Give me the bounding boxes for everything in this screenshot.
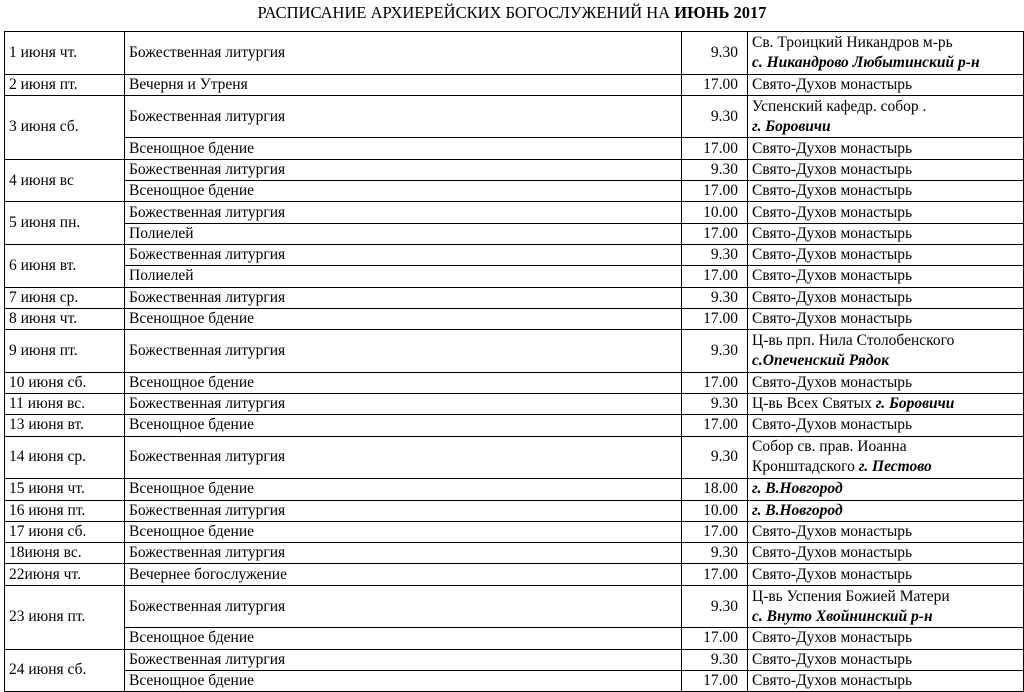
time-cell: 9.30 xyxy=(682,244,748,265)
service-cell: Божественная литургия xyxy=(125,543,682,564)
page-title xyxy=(0,0,1024,28)
table-row xyxy=(5,159,1024,180)
place-cell xyxy=(748,670,1024,691)
place-line xyxy=(752,139,1023,159)
place-name: Свято-Духов монастырь xyxy=(752,160,913,178)
place-cell xyxy=(748,202,1024,223)
table-row xyxy=(5,649,1024,670)
place-locality: с. Никандрово Любытинский р-н xyxy=(752,53,980,71)
place-name: Свято-Духов монастырь xyxy=(752,203,913,221)
date-cell: 16 июня пт. xyxy=(5,500,125,521)
service-cell: Всенощное бдение xyxy=(125,670,682,691)
place-name: Свято-Духов монастырь xyxy=(752,373,913,391)
date-cell: 8 июня чт. xyxy=(5,308,125,329)
time-cell: 9.30 xyxy=(682,287,748,308)
time-cell: 17.00 xyxy=(682,372,748,393)
place-line xyxy=(752,394,1023,414)
time-cell: 17.00 xyxy=(682,670,748,691)
service-cell: Божественная литургия xyxy=(125,585,682,628)
place-line xyxy=(752,437,1023,457)
place-locality: г. Боровичи xyxy=(875,395,955,413)
time-cell: 10.00 xyxy=(682,500,748,521)
place-cell xyxy=(748,500,1024,521)
date-cell: 17 июня сб. xyxy=(5,521,125,542)
time-cell: 9.30 xyxy=(682,394,748,415)
place-line xyxy=(752,607,1023,627)
time-cell: 9.30 xyxy=(682,649,748,670)
place-cell xyxy=(748,372,1024,393)
service-cell: Всенощное бдение xyxy=(125,372,682,393)
place-line xyxy=(752,373,1023,393)
place-cell xyxy=(748,330,1024,373)
place-name: Свято-Духов монастырь xyxy=(752,310,913,327)
time-cell: 17.00 xyxy=(682,564,748,585)
service-cell: Полиелей xyxy=(125,223,682,244)
time-cell: 18.00 xyxy=(682,479,748,500)
place-cell xyxy=(748,479,1024,500)
time-cell: 17.00 xyxy=(682,138,748,159)
place-line xyxy=(752,53,1023,73)
place-name: Ц-вь Успения Божией Матери xyxy=(752,587,950,605)
date-cell: 10 июня сб. xyxy=(5,372,125,393)
date-cell: 5 июня пн. xyxy=(5,202,125,245)
service-cell: Всенощное бдение xyxy=(125,415,682,436)
service-cell: Божественная литургия xyxy=(125,330,682,373)
table-row xyxy=(5,415,1024,436)
table-row xyxy=(5,308,1024,329)
place-locality: с. Внуто Хвойнинский р-н xyxy=(752,607,933,625)
place-line xyxy=(752,75,1023,95)
place-line xyxy=(752,224,1023,244)
place-name: Ц-вь Всех Святых xyxy=(752,395,876,413)
table-row xyxy=(5,585,1024,628)
place-line xyxy=(752,587,1023,607)
service-cell: Божественная литургия xyxy=(125,436,682,479)
place-line xyxy=(752,351,1023,371)
place-locality: г. Боровичи xyxy=(752,117,831,135)
place-line xyxy=(752,565,1023,585)
table-row xyxy=(5,32,1024,75)
place-cell xyxy=(748,181,1024,202)
time-cell: 17.00 xyxy=(682,415,748,436)
table-row xyxy=(5,670,1024,691)
date-cell: 24 июня сб. xyxy=(5,649,125,692)
date-cell: 3 июня сб. xyxy=(5,95,125,159)
table-row xyxy=(5,543,1024,564)
table-row xyxy=(5,500,1024,521)
schedule-table xyxy=(4,31,1024,692)
place-cell xyxy=(748,159,1024,180)
time-cell: 9.30 xyxy=(682,159,748,180)
time-cell: 17.00 xyxy=(682,181,748,202)
place-line xyxy=(752,160,1023,180)
place-locality: с.Опеченский Рядок xyxy=(752,351,890,369)
place-cell xyxy=(748,394,1024,415)
place-cell xyxy=(748,244,1024,265)
place-name: Свято-Духов монастырь xyxy=(752,139,913,157)
date-cell: 22июня чт. xyxy=(5,564,125,585)
place-cell xyxy=(748,649,1024,670)
service-cell: Всенощное бдение xyxy=(125,479,682,500)
date-cell: 2 июня пт. xyxy=(5,74,125,95)
place-name: Кронштадского xyxy=(752,458,859,476)
schedule-body xyxy=(5,32,1024,692)
time-cell: 9.30 xyxy=(682,95,748,138)
service-cell: Божественная литургия xyxy=(125,202,682,223)
service-cell: Полиелей xyxy=(125,266,682,287)
place-name: Успенский кафедр. собор . xyxy=(752,97,927,115)
place-line xyxy=(752,266,1023,286)
place-cell xyxy=(748,521,1024,542)
place-name: Свято-Духов монастырь xyxy=(752,288,913,306)
time-cell: 17.00 xyxy=(682,521,748,542)
time-cell: 9.30 xyxy=(682,585,748,628)
place-cell xyxy=(748,138,1024,159)
service-cell: Божественная литургия xyxy=(125,394,682,415)
time-cell: 9.30 xyxy=(682,330,748,373)
place-name: Свято-Духов монастырь xyxy=(752,522,913,540)
place-name: Свято-Духов монастырь xyxy=(752,416,913,434)
date-cell: 4 июня вс xyxy=(5,159,125,202)
place-name: Свято-Духов монастырь xyxy=(752,565,913,583)
table-row xyxy=(5,287,1024,308)
title-prefix: РАСПИСАНИЕ АРХИЕРЕЙСКИХ БОГОСЛУЖЕНИЙ НА xyxy=(257,3,675,22)
table-row xyxy=(5,74,1024,95)
time-cell: 9.30 xyxy=(682,543,748,564)
table-row xyxy=(5,521,1024,542)
table-row xyxy=(5,628,1024,649)
place-line xyxy=(752,203,1023,223)
service-cell: Божественная литургия xyxy=(125,500,682,521)
place-name: Свято-Духов монастырь xyxy=(752,629,913,647)
date-cell: 18июня вс. xyxy=(5,543,125,564)
place-cell xyxy=(748,543,1024,564)
date-cell: 23 июня пт. xyxy=(5,585,125,649)
place-line xyxy=(752,331,1023,351)
place-line xyxy=(752,628,1023,648)
place-name: Свято-Духов монастырь xyxy=(752,224,913,242)
service-cell: Божественная литургия xyxy=(125,287,682,308)
table-row xyxy=(5,244,1024,265)
date-cell: 11 июня вс. xyxy=(5,394,125,415)
time-cell: 17.00 xyxy=(682,223,748,244)
place-line xyxy=(752,479,1023,499)
service-cell: Всенощное бдение xyxy=(125,521,682,542)
date-cell: 6 июня вт. xyxy=(5,244,125,287)
place-line xyxy=(752,288,1023,308)
time-cell: 17.00 xyxy=(682,628,748,649)
place-name: Св. Троицкий Никандров м-рь xyxy=(752,33,953,51)
table-row xyxy=(5,436,1024,479)
service-cell: Божественная литургия xyxy=(125,95,682,138)
table-row xyxy=(5,202,1024,223)
place-cell xyxy=(748,308,1024,329)
service-cell: Божественная литургия xyxy=(125,649,682,670)
place-line xyxy=(752,415,1023,435)
service-cell: Вечернее богослужение xyxy=(125,564,682,585)
place-cell xyxy=(748,223,1024,244)
place-cell xyxy=(748,95,1024,138)
table-row xyxy=(5,266,1024,287)
place-name: Свято-Духов монастырь xyxy=(752,650,913,668)
date-cell: 9 июня пт. xyxy=(5,330,125,373)
date-cell: 13 июня вт. xyxy=(5,415,125,436)
place-name: Свято-Духов монастырь xyxy=(752,246,913,264)
service-cell: Всенощное бдение xyxy=(125,138,682,159)
place-cell xyxy=(748,415,1024,436)
service-cell: Всенощное бдение xyxy=(125,308,682,329)
table-row xyxy=(5,564,1024,585)
place-name: Свято-Духов монастырь xyxy=(752,672,913,690)
place-cell xyxy=(748,287,1024,308)
place-line xyxy=(752,245,1023,265)
service-cell: Всенощное бдение xyxy=(125,181,682,202)
place-locality: г. В.Новгород xyxy=(752,501,843,519)
place-locality: г. Пестово xyxy=(858,458,932,476)
place-line xyxy=(752,501,1023,521)
table-row xyxy=(5,394,1024,415)
place-cell xyxy=(748,32,1024,75)
place-line xyxy=(752,543,1023,563)
place-line xyxy=(752,181,1023,201)
service-cell: Божественная литургия xyxy=(125,159,682,180)
place-name: Ц-вь прп. Нила Столобенского xyxy=(752,331,955,349)
place-line xyxy=(752,117,1023,137)
place-line xyxy=(752,33,1023,53)
place-locality: г. В.Новгород xyxy=(752,480,843,498)
time-cell: 17.00 xyxy=(682,308,748,329)
place-name: Свято-Духов монастырь xyxy=(752,544,913,562)
service-cell: Вечерня и Утреня xyxy=(125,74,682,95)
place-line xyxy=(752,650,1023,670)
table-row xyxy=(5,330,1024,373)
time-cell: 9.30 xyxy=(682,436,748,479)
place-cell xyxy=(748,564,1024,585)
service-cell: Божественная литургия xyxy=(125,32,682,75)
time-cell: 10.00 xyxy=(682,202,748,223)
place-name: Свято-Духов монастырь xyxy=(752,182,913,200)
service-cell: Божественная литургия xyxy=(125,244,682,265)
table-row xyxy=(5,138,1024,159)
service-cell: Всенощное бдение xyxy=(125,628,682,649)
place-line xyxy=(752,671,1023,691)
time-cell: 17.00 xyxy=(682,266,748,287)
place-cell xyxy=(748,266,1024,287)
date-cell: 14 июня ср. xyxy=(5,436,125,479)
place-name: Собор св. прав. Иоанна xyxy=(752,438,907,456)
place-name: Свято-Духов монастырь xyxy=(752,267,913,285)
place-cell xyxy=(748,628,1024,649)
place-line xyxy=(752,309,1023,329)
date-cell: 1 июня чт. xyxy=(5,32,125,75)
table-row xyxy=(5,223,1024,244)
time-cell: 17.00 xyxy=(682,74,748,95)
place-cell xyxy=(748,436,1024,479)
place-cell xyxy=(748,74,1024,95)
place-line xyxy=(752,522,1023,542)
date-cell: 7 июня ср. xyxy=(5,287,125,308)
table-row xyxy=(5,181,1024,202)
time-cell: 9.30 xyxy=(682,32,748,75)
place-line xyxy=(752,97,1023,117)
title-month: ИЮНЬ 2017 xyxy=(674,3,767,22)
place-line xyxy=(752,457,1023,477)
table-row xyxy=(5,372,1024,393)
table-row xyxy=(5,479,1024,500)
date-cell: 15 июня чт. xyxy=(5,479,125,500)
place-name: Свято-Духов монастырь xyxy=(752,75,913,93)
table-row xyxy=(5,95,1024,138)
place-cell xyxy=(748,585,1024,628)
